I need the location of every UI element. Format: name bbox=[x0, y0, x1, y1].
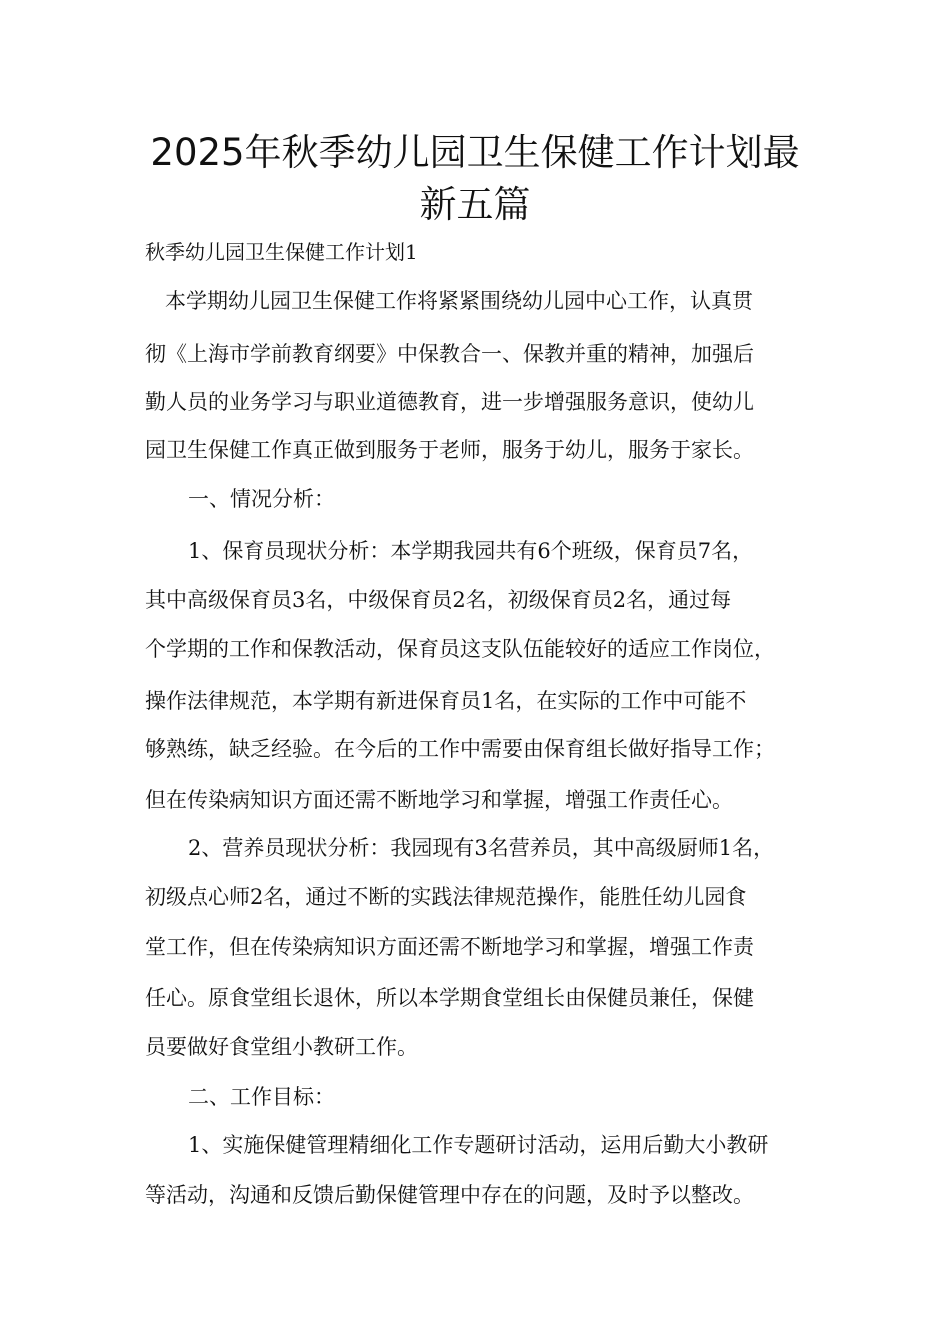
document-title-line-2: 新五篇 bbox=[419, 183, 531, 226]
paragraph-line: 但在传染病知识方面还需不断地学习和掌握，增强工作责任心。 bbox=[145, 788, 733, 812]
paragraph-line: 操作法律规范，本学期有新进保育员1名，在实际的工作中可能不 bbox=[145, 689, 747, 713]
paragraph-line: 其中高级保育员3名，中级保育员2名，初级保育员2名，通过每 bbox=[145, 588, 732, 612]
paragraph-line: 勤人员的业务学习与职业道德教育，进一步增强服务意识，使幼儿 bbox=[145, 390, 754, 414]
paragraph-line: 等活动，沟通和反馈后勤保健管理中存在的问题，及时予以整改。 bbox=[145, 1183, 754, 1207]
paragraph-line: 初级点心师2名，通过不断的实践法律规范操作，能胜任幼儿园食 bbox=[145, 885, 747, 909]
paragraph-line: 够熟练，缺乏经验。在今后的工作中需要由保育组长做好指导工作； bbox=[145, 737, 775, 761]
paragraph-line: 任心。原食堂组长退休，所以本学期食堂组长由保健员兼任，保健 bbox=[145, 986, 754, 1010]
section-heading: 秋季幼儿园卫生保健工作计划1 bbox=[145, 240, 418, 264]
paragraph-line: 彻《上海市学前教育纲要》中保教合一、保教并重的精神，加强后 bbox=[145, 342, 754, 366]
paragraph-line: 园卫生保健工作真正做到服务于老师，服务于幼儿，服务于家长。 bbox=[145, 438, 754, 462]
section-heading-analysis: 一、情况分析： bbox=[188, 487, 335, 511]
paragraph-line: 个学期的工作和保教活动，保育员这支队伍能较好的适应工作岗位， bbox=[145, 637, 775, 661]
paragraph-line: 2、营养员现状分析：我园现有3名营养员，其中高级厨师1名， bbox=[188, 836, 775, 860]
paragraph-line: 堂工作，但在传染病知识方面还需不断地学习和掌握，增强工作责 bbox=[145, 935, 754, 959]
document-title-line-1: 2025年秋季幼儿园卫生保健工作计划最 bbox=[150, 131, 800, 174]
paragraph-line: 本学期幼儿园卫生保健工作将紧紧围绕幼儿园中心工作，认真贯 bbox=[165, 289, 753, 313]
paragraph-line: 1、保育员现状分析：本学期我园共有6个班级，保育员7名， bbox=[188, 539, 754, 563]
section-heading-goals: 二、工作目标： bbox=[188, 1085, 335, 1109]
paragraph-line: 1、实施保健管理精细化工作专题研讨活动，运用后勤大小教研 bbox=[188, 1133, 769, 1157]
paragraph-line: 员要做好食堂组小教研工作。 bbox=[145, 1035, 418, 1059]
